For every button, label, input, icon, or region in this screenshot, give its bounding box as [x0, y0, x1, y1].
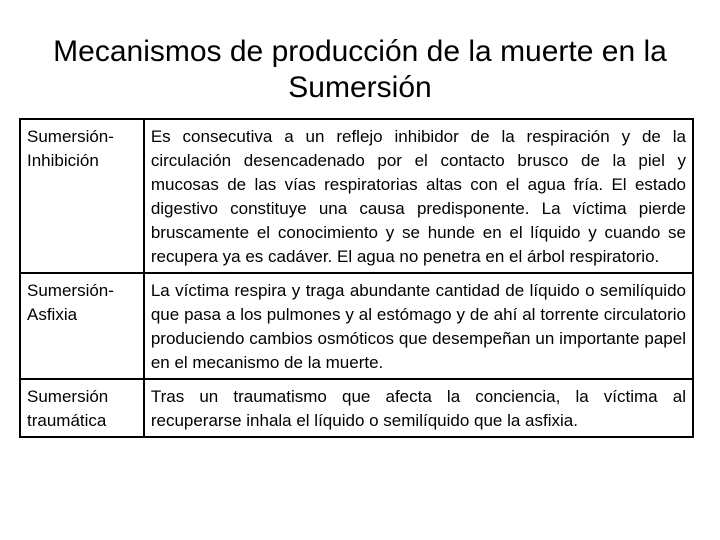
table-row — [20, 273, 693, 379]
table-row — [20, 119, 693, 273]
term-cell-inhibicion: Sumersión- Inhibición — [20, 119, 144, 273]
mechanisms-table — [19, 118, 694, 438]
definition-cell-inhibicion: Es consecutiva a un reflejo inhibidor de la respiración y de la circulación desencadenado por el contacto brusco de la piel y mucosas de las vías respiratorias altas con el agua fría. El estado digestivo constituye una causa predisponente. La víctima pierde bruscamente el conocimiento y se hunde en el líquido y cuando se recupera ya es cadáver. El agua no penetra en el árbol respiratorio. — [144, 119, 693, 273]
term-cell-traumatica: Sumersión traumática — [20, 379, 144, 437]
table-row — [20, 379, 693, 437]
term-cell-asfixia: Sumersión- Asfixia — [20, 273, 144, 379]
definition-cell-traumatica: Tras un traumatismo que afecta la conciencia, la víctima al recuperarse inhala el líquido o semilíquido que la asfixia. — [144, 379, 693, 437]
slide-title: Mecanismos de producción de la muerte en la Sumersión — [53, 35, 667, 104]
definition-cell-asfixia: La víctima respira y traga abundante cantidad de líquido o semilíquido que pasa a los pulmones y al estómago y de ahí al torrente circulatorio produciendo cambios osmóticos que desempeñan un importante papel en el mecanismo de la muerte. — [144, 273, 693, 379]
